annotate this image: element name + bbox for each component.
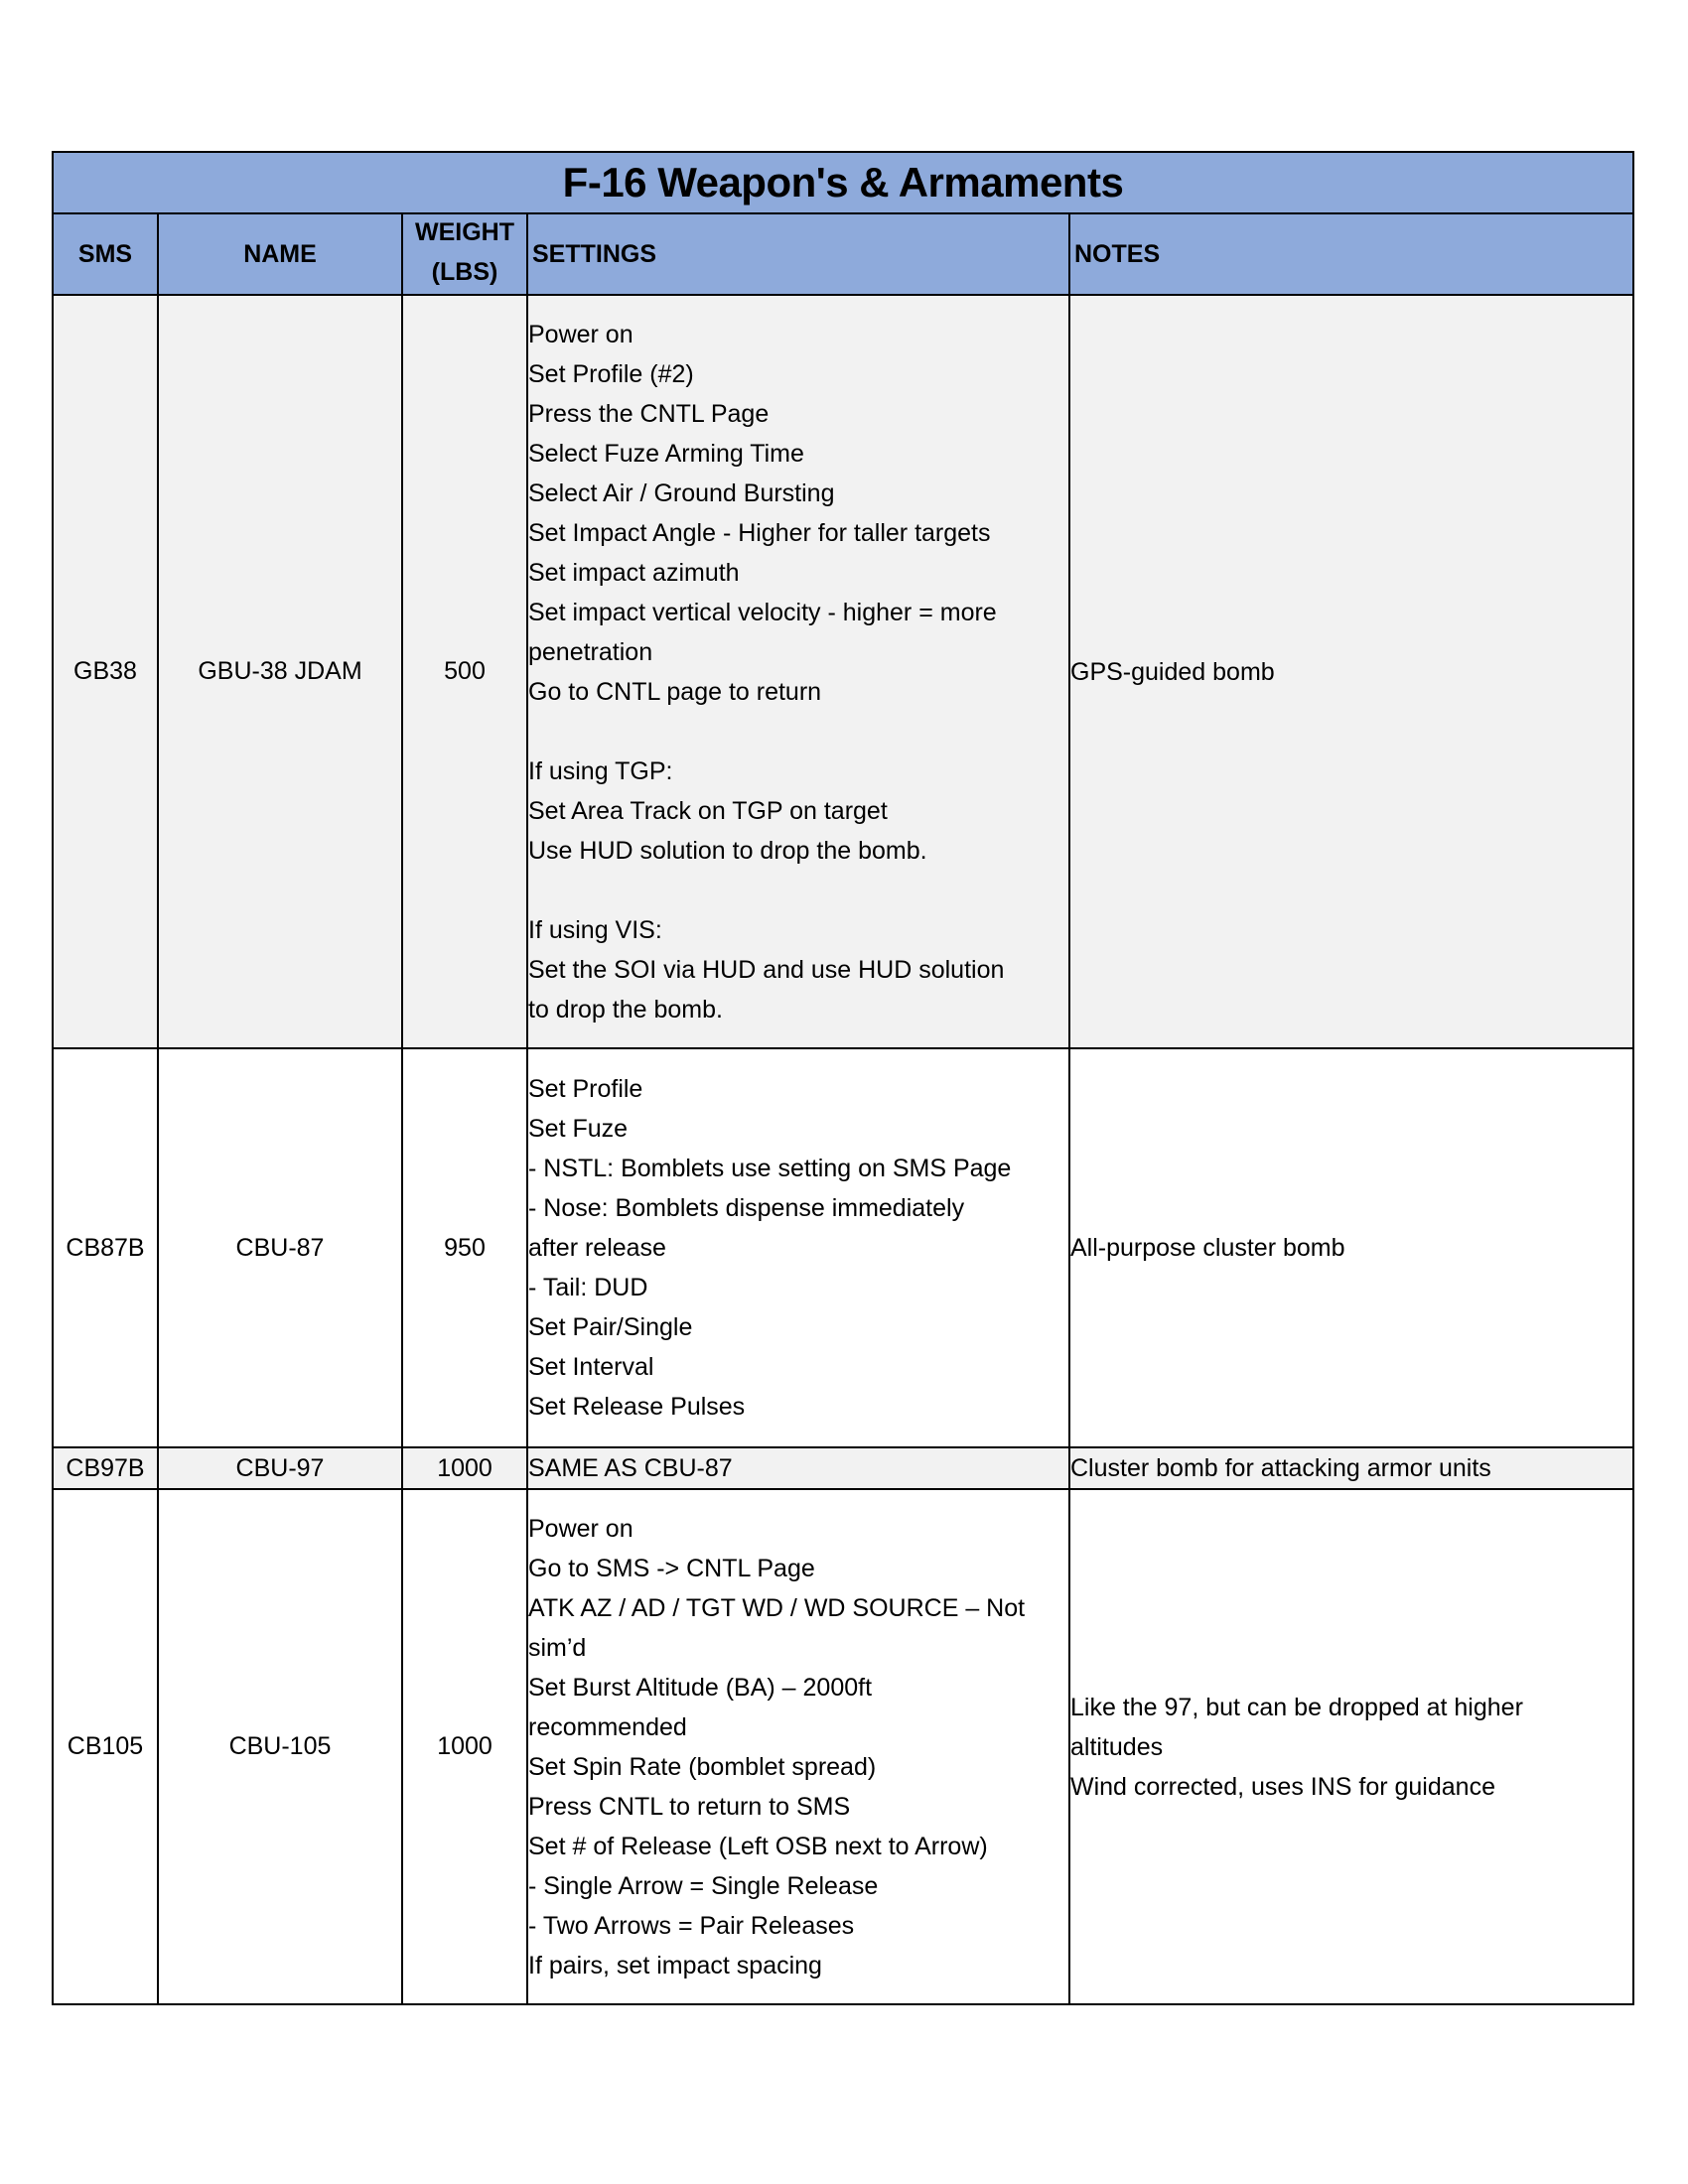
table-row: [53, 1447, 1633, 1489]
text-line: Cluster bomb for attacking armor units: [1070, 1454, 1491, 1482]
cell-name: CBU-105: [158, 1489, 402, 2004]
text-line: sim’d: [528, 1633, 587, 1662]
text-line: to drop the bomb.: [528, 995, 723, 1024]
col-header-name: NAME: [158, 213, 402, 295]
text-line: If pairs, set impact spacing: [528, 1951, 822, 1979]
table-row: [53, 1489, 1633, 2004]
text-line: Select Air / Ground Bursting: [528, 478, 835, 507]
text-line: Set impact azimuth: [528, 558, 740, 587]
text-line: - Nose: Bomblets dispense immediately: [528, 1194, 965, 1222]
text-line: Select Fuze Arming Time: [528, 439, 804, 468]
table-title: F-16 Weapon's & Armaments: [53, 152, 1633, 213]
text-line: Press the CNTL Page: [528, 399, 770, 428]
col-header-notes: NOTES: [1069, 213, 1633, 295]
text-line: Set Profile: [528, 1075, 643, 1103]
text-line: Set # of Release (Left OSB next to Arrow): [528, 1832, 988, 1860]
cell-weight: 500: [402, 295, 527, 1048]
text-line: Set Release Pulses: [528, 1393, 746, 1421]
cell-settings: [527, 1447, 1069, 1489]
cell-settings: [527, 1489, 1069, 2004]
col-header-sms: SMS: [53, 213, 158, 295]
text-line: Set Spin Rate (bomblet spread): [528, 1752, 877, 1781]
text-line: Go to SMS -> CNTL Page: [528, 1554, 815, 1582]
text-line: Use HUD solution to drop the bomb.: [528, 836, 927, 865]
text-line: after release: [528, 1234, 666, 1262]
text-line: Wind corrected, uses INS for guidance: [1070, 1772, 1495, 1801]
col-header-settings: SETTINGS: [527, 213, 1069, 295]
cell-name: CBU-97: [158, 1447, 402, 1489]
text-line: Press CNTL to return to SMS: [528, 1792, 851, 1821]
cell-sms: CB97B: [53, 1447, 158, 1489]
text-line: altitudes: [1070, 1732, 1164, 1761]
cell-sms: CB87B: [53, 1048, 158, 1447]
cell-sms: GB38: [53, 295, 158, 1048]
blank-line: [528, 712, 1068, 751]
cell-settings: [527, 1048, 1069, 1447]
text-line: penetration: [528, 637, 653, 666]
text-line: - Two Arrows = Pair Releases: [528, 1911, 855, 1940]
text-line: recommended: [528, 1712, 687, 1741]
text-line: Set Pair/Single: [528, 1313, 693, 1341]
col-header-weight-line1: WEIGHT: [415, 218, 514, 246]
col-header-weight: [402, 213, 527, 295]
text-line: Like the 97, but can be dropped at higher: [1070, 1693, 1523, 1721]
text-line: Set Profile (#2): [528, 359, 694, 388]
cell-sms: CB105: [53, 1489, 158, 2004]
table-row: [53, 1048, 1633, 1447]
text-line: If using VIS:: [528, 915, 662, 944]
text-line: GPS-guided bomb: [1070, 657, 1275, 686]
cell-name: GBU-38 JDAM: [158, 295, 402, 1048]
col-header-weight-line2: (LBS): [431, 258, 498, 286]
text-line: If using TGP:: [528, 756, 673, 785]
cell-notes: [1069, 1447, 1633, 1489]
text-line: Power on: [528, 1514, 633, 1543]
table-row: [53, 295, 1633, 1048]
text-line: Set Area Track on TGP on target: [528, 796, 888, 825]
text-line: Set Interval: [528, 1353, 654, 1381]
text-line: SAME AS CBU-87: [528, 1454, 733, 1482]
text-line: Set Fuze: [528, 1115, 629, 1143]
text-line: Power on: [528, 320, 633, 348]
text-line: - Tail: DUD: [528, 1274, 648, 1301]
cell-settings: [527, 295, 1069, 1048]
cell-name: CBU-87: [158, 1048, 402, 1447]
cell-notes: [1069, 295, 1633, 1048]
blank-line: [528, 871, 1068, 910]
text-line: ATK AZ / AD / TGT WD / WD SOURCE – Not: [528, 1593, 1026, 1622]
cell-weight: 950: [402, 1048, 527, 1447]
text-line: Set Burst Altitude (BA) – 2000ft: [528, 1673, 873, 1702]
cell-notes: [1069, 1048, 1633, 1447]
text-line: - Single Arrow = Single Release: [528, 1871, 879, 1900]
cell-weight: 1000: [402, 1489, 527, 2004]
text-line: Set the SOI via HUD and use HUD solution: [528, 955, 1005, 984]
text-line: Set impact vertical velocity - higher = more: [528, 598, 997, 626]
header-row: [53, 213, 1633, 295]
weapons-table: [52, 151, 1634, 2005]
cell-notes: [1069, 1489, 1633, 2004]
text-line: Go to CNTL page to return: [528, 677, 822, 706]
text-line: All-purpose cluster bomb: [1070, 1234, 1345, 1262]
text-line: Set Impact Angle - Higher for taller targets: [528, 518, 991, 547]
cell-weight: 1000: [402, 1447, 527, 1489]
text-line: - NSTL: Bomblets use setting on SMS Page: [528, 1155, 1012, 1182]
